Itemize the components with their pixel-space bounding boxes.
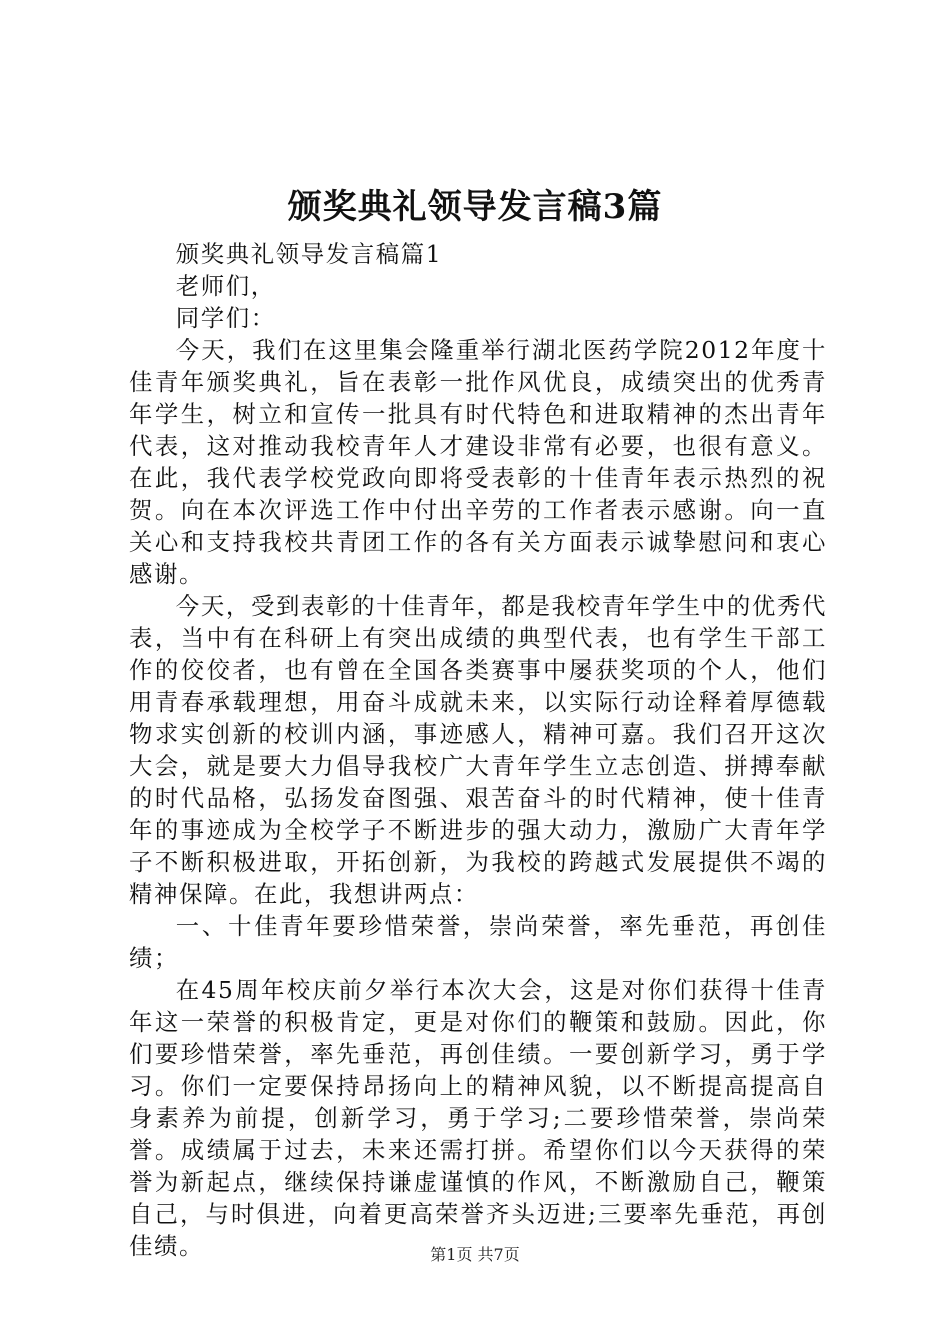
point-one-heading: 一、十佳青年要珍惜荣誉，崇尚荣誉，率先垂范，再创佳绩； xyxy=(129,912,827,972)
salutation-teachers: 老师们， xyxy=(175,272,276,300)
section-heading: 颁奖典礼领导发言稿篇1 xyxy=(175,240,443,268)
body-paragraph: 在45周年校庆前夕举行本次大会，这是对你们获得十佳青年这一荣誉的积极肯定，更是对你们的鞭策和鼓励。因此，你们要珍惜荣誉，率先垂范，再创佳绩。一要创新学习，勇于学习。你们一定要保持昂扬向上的精神风貌，以不断提高提高自身素养为前提，创新学习，勇于学习;二要珍惜荣誉，崇尚荣誉。成绩属于过去，未来还需打拼。希望你们以今天获得的荣誉为新起点，继续保持谦虚谨慎的作风，不断激励自己，鞭策自己，与时俱进，向着更高荣誉齐头迈进;三要率先垂范，再创佳绩。 xyxy=(129,976,827,1260)
document-title: 颁奖典礼领导发言稿3篇 xyxy=(287,187,663,227)
document-body xyxy=(129,238,827,1262)
page-number-footer: 第1页 共7页 xyxy=(430,1245,520,1264)
body-paragraph: 今天，我们在这里集会隆重举行湖北医药学院2012年度十佳青年颁奖典礼，旨在表彰一批作风优良，成绩突出的优秀青年学生，树立和宣传一批具有时代特色和进取精神的杰出青年代表，这对推动我校青年人才建设非常有必要，也很有意义。在此，我代表学校党政向即将受表彰的十佳青年表示热烈的祝贺。向在本次评选工作中付出辛劳的工作者表示感谢。向一直关心和支持我校共青团工作的各有关方面表示诚挚慰问和衷心感谢。 xyxy=(129,336,827,588)
salutation-students: 同学们： xyxy=(175,304,276,332)
body-paragraph: 今天，受到表彰的十佳青年，都是我校青年学生中的优秀代表，当中有在科研上有突出成绩的典型代表，也有学生干部工作的佼佼者，也有曾在全国各类赛事中屡获奖项的个人，他们用青春承载理想，用奋斗成就未来，以实际行动诠释着厚德载物求实创新的校训内涵，事迹感人，精神可嘉。我们召开这次大会，就是要大力倡导我校广大青年学生立志创造、拼搏奉献的时代品格，弘扬发奋图强、艰苦奋斗的时代精神，使十佳青年的事迹成为全校学子不断进步的强大动力，激励广大青年学子不断积极进取，开拓创新，为我校的跨越式发展提供不竭的精神保障。在此，我想讲两点： xyxy=(129,592,827,908)
